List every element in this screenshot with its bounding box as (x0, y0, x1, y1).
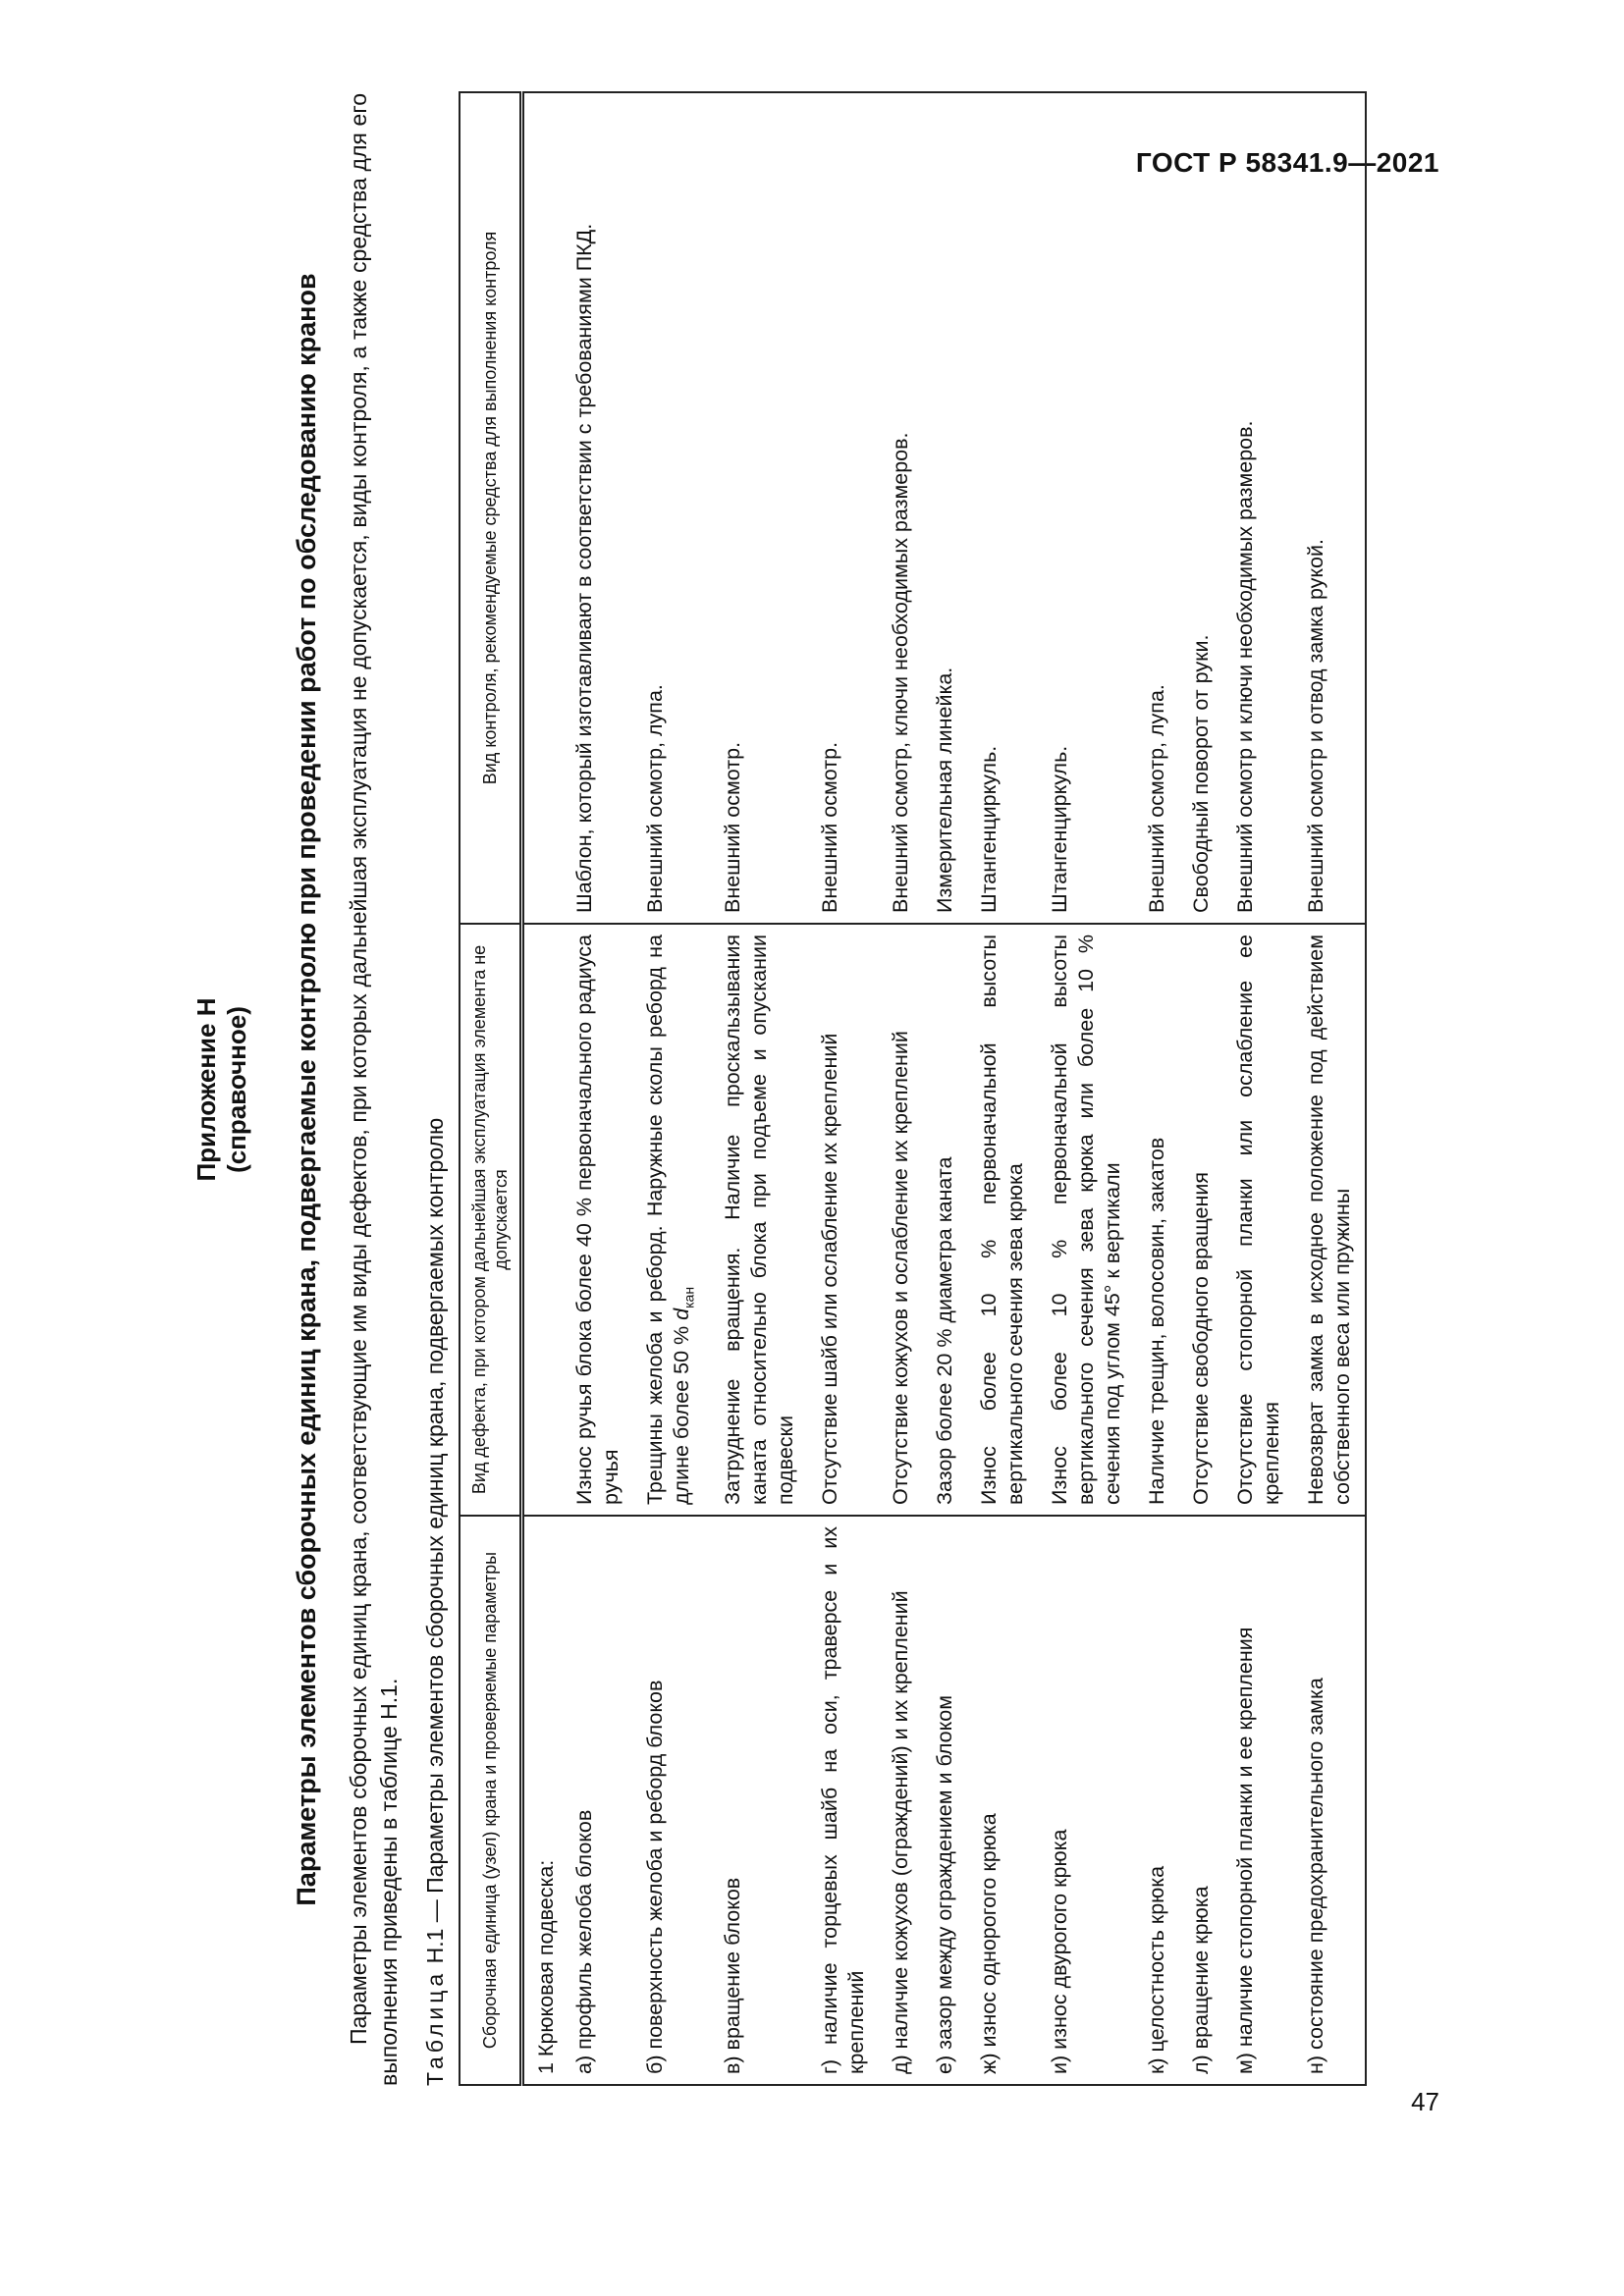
table-row (923, 92, 967, 2085)
rotated-page-content (191, 93, 1497, 2086)
header-defect-type: Вид дефекта, при котором дальнейшая эксплуатация элемента не допускается (460, 924, 522, 1516)
param-cell (711, 1516, 808, 2085)
control-cell (711, 92, 808, 924)
parameters-table (459, 91, 1367, 2086)
table-row (1038, 92, 1135, 2085)
defect-cell (633, 924, 711, 1516)
appendix-title: Параметры элементов сборочных единиц крана, подвергаемые контролю при проведении работ по обследованию кранов (292, 273, 321, 1906)
empty-cell (522, 92, 564, 924)
defect-cell-text: Зазор более 20 % диаметра каната (933, 1156, 957, 1505)
param-cell-text: ж) износ однорогого крюка (977, 1813, 1001, 2074)
control-cell-text: Внешний осмотр, ключи необходимых размеров. (889, 432, 913, 913)
defect-cell (923, 924, 967, 1516)
param-cell-text: н) состояние предохранительного замка (1304, 1678, 1328, 2074)
defect-cell-text: Отсутствие свободного вращения (1189, 1171, 1214, 1505)
control-cell (1135, 92, 1179, 924)
param-cell (633, 1516, 711, 2085)
appendix-label: Приложение Н (191, 997, 221, 1182)
defect-cell-text: Износ более 10 % первоначальной высоты вертикального сечения зева крюка или более 10 % сечения под углом 45° к вертикали (1048, 934, 1125, 1505)
param-cell-text: в) вращение блоков (721, 1877, 745, 2074)
table-header-row (460, 92, 522, 2085)
control-cell (967, 92, 1038, 924)
appendix-type: (справочное) (222, 1006, 251, 1173)
table-row (633, 92, 711, 2085)
header-assembly-unit: Сборочная единица (узел) крана и проверяемые параметры (460, 1516, 522, 2085)
control-cell-text: Свободный поворот от руки. (1189, 634, 1214, 913)
appendix-heading (191, 93, 252, 2086)
empty-cell (522, 924, 564, 1516)
defect-cell (711, 924, 808, 1516)
param-cell-text: к) целостность крюка (1145, 1865, 1169, 2074)
defect-cell (1294, 924, 1366, 1516)
param-cell (1038, 1516, 1135, 2085)
param-cell-text: м) наличие стопорной планки и ее крепления (1233, 1627, 1258, 2074)
table-row (711, 92, 808, 2085)
param-cell-text: е) зазор между ограждением и блоком (933, 1695, 957, 2074)
defect-cell (1135, 924, 1179, 1516)
param-cell (879, 1516, 923, 2085)
table-row (563, 92, 633, 2085)
standard-id: ГОСТ Р 58341.9—2021 (1135, 147, 1439, 178)
param-cell-text: г) наличие торцевых шайб на оси, траверсе и их креплений (818, 1526, 869, 2074)
control-cell-text: Внешний осмотр. (721, 741, 745, 913)
param-cell (808, 1516, 879, 2085)
param-cell-text: а) профиль желоба блоков (572, 1809, 596, 2074)
param-cell (1294, 1516, 1366, 2085)
control-cell-text: Внешний осмотр. (818, 741, 842, 913)
intro-paragraph: Параметры элементов сборочных единиц крана, соответствующие им виды дефектов, при которых дальнейшая эксплуатация не допускается, виды контроля, а также средства для его выполнения приведены в таблице Н.1. (346, 93, 402, 2086)
table-caption-text: Н.1 — Параметры элементов сборочных единиц крана, подвергаемых контролю (422, 1117, 448, 1964)
defect-symbol-subscript: кан (680, 1286, 697, 1308)
param-cell-text: и) износ двурогого крюка (1048, 1829, 1072, 2074)
defect-cell-text: Износ ручья блока более 40 % первоначального радиуса ручья (572, 934, 623, 1505)
control-cell-text: Измерительная линейка. (933, 667, 957, 913)
control-cell (808, 92, 879, 924)
defect-cell-text: Затруднение вращения. Наличие проскальзывания каната относительно блока при подъеме и опускании подвески (721, 934, 798, 1505)
defect-cell (1223, 924, 1294, 1516)
group-label: 1 Крюковая подвеска: (522, 1516, 564, 2085)
defect-symbol: d (670, 1308, 693, 1320)
defect-cell-text: Трещины желоба и реборд. Наружные сколы реборд на длине более 50 % (643, 934, 693, 1505)
table-caption-prefix: Таблица (422, 1969, 448, 2086)
control-cell (1038, 92, 1135, 924)
defect-cell (808, 924, 879, 1516)
table-caption (422, 93, 449, 2086)
control-cell-text: Штангенциркуль. (1048, 745, 1072, 913)
defect-cell (563, 924, 633, 1516)
header-control-type: Вид контроля, рекомендуемые средства для выполнения контроля (460, 92, 522, 924)
defect-cell-text: Отсутствие кожухов и ослабление их креплений (889, 1031, 913, 1505)
defect-cell (1038, 924, 1135, 1516)
param-cell (1223, 1516, 1294, 2085)
param-cell (563, 1516, 633, 2085)
control-cell (879, 92, 923, 924)
control-cell (563, 92, 633, 924)
defect-cell-text: Невозврат замка в исходное положение под действием собственного веса или пружины (1304, 934, 1355, 1505)
table-row (879, 92, 923, 2085)
param-cell-text: б) поверхность желоба и реборд блоков (643, 1680, 667, 2074)
param-cell (1179, 1516, 1223, 2085)
page-number: 47 (1411, 2087, 1439, 2116)
param-cell (967, 1516, 1038, 2085)
defect-cell (967, 924, 1038, 1516)
param-cell-text: л) вращение крюка (1189, 1886, 1214, 2074)
control-cell (633, 92, 711, 924)
param-cell (1135, 1516, 1179, 2085)
table-row (1179, 92, 1223, 2085)
defect-cell-text: Наличие трещин, волосовин, закатов (1145, 1137, 1169, 1505)
defect-cell-text: Отсутствие шайб или ослабление их креплений (818, 1033, 842, 1505)
table-group-row (522, 92, 564, 2085)
control-cell-text: Шаблон, который изготавливают в соответствии с требованиями ПКД. (572, 223, 596, 913)
defect-cell-text: Отсутствие стопорной планки или ослабление ее крепления (1233, 934, 1284, 1505)
table-row (1223, 92, 1294, 2085)
param-cell-text: д) наличие кожухов (ограждений) и их креплений (889, 1590, 913, 2074)
control-cell (1223, 92, 1294, 924)
table-row (1294, 92, 1366, 2085)
control-cell-text: Штангенциркуль. (977, 745, 1001, 913)
defect-cell-text: Износ более 10 % первоначальной высоты вертикального сечения зева крюка (977, 934, 1028, 1505)
control-cell-text: Внешний осмотр и ключи необходимых размеров. (1233, 420, 1258, 913)
table-row (808, 92, 879, 2085)
defect-cell (879, 924, 923, 1516)
table-row (1135, 92, 1179, 2085)
table-row (967, 92, 1038, 2085)
control-cell (1179, 92, 1223, 924)
defect-cell (1179, 924, 1223, 1516)
control-cell (923, 92, 967, 924)
control-cell (1294, 92, 1366, 924)
control-cell-text: Внешний осмотр, лупа. (1145, 684, 1169, 913)
control-cell-text: Внешний осмотр и отвод замка рукой. (1304, 539, 1328, 913)
control-cell-text: Внешний осмотр, лупа. (643, 684, 667, 913)
param-cell (923, 1516, 967, 2085)
